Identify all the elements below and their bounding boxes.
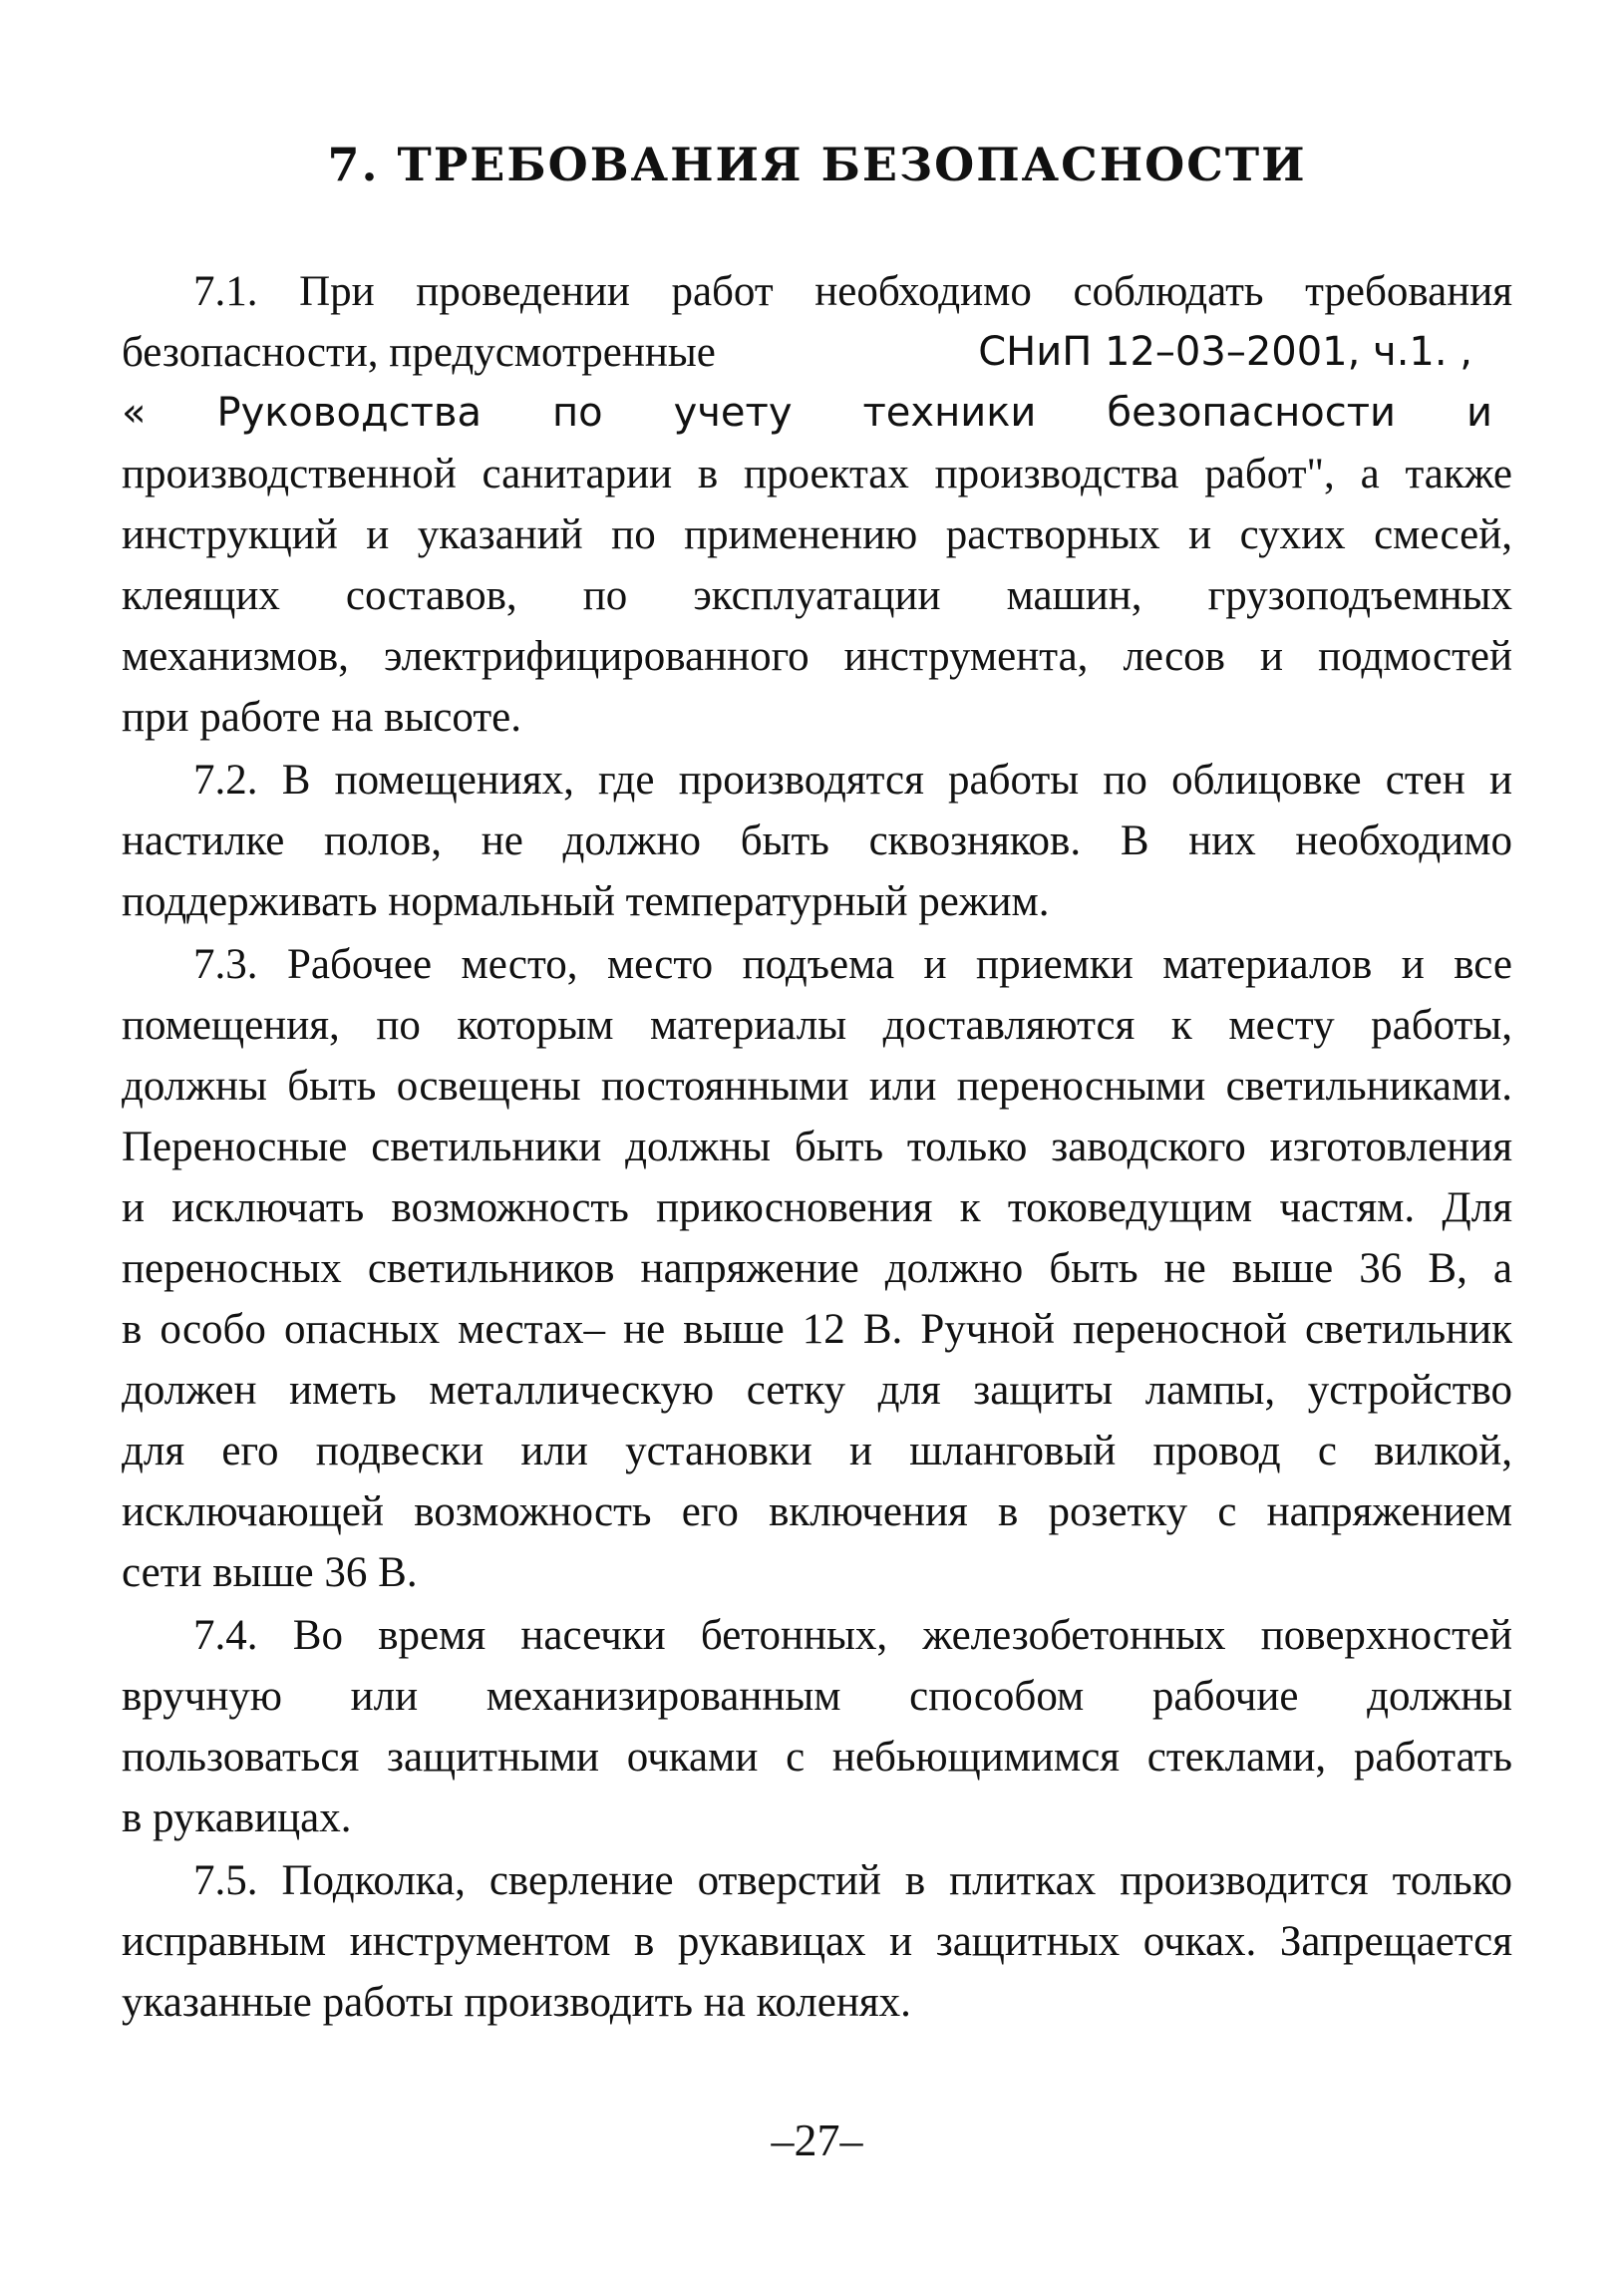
text-line: в особо опасных местах– не выше 12 В. Ручной переносной светильник — [122, 1306, 1512, 1353]
text-line: 7.1. При проведении работ необходимо соблюдать требования — [193, 268, 1512, 315]
text-line: исключающей возможность его включения в розетку с напряжением — [122, 1488, 1512, 1535]
text-line: Переносные светильники должны быть только заводского изготовления — [122, 1124, 1512, 1170]
text-line: и исключать возможность прикосновения к токоведущим частям. Для — [122, 1184, 1512, 1231]
text-line: должны быть освещены постоянными или переносными светильниками. — [122, 1063, 1512, 1110]
text-line: помещения, по которым материалы доставляются к месту работы, — [122, 1002, 1512, 1049]
text-line: сети выше 36 В. — [122, 1549, 418, 1596]
text-line: исправным инструментом в рукавицах и защитных очках. Запрещается — [122, 1918, 1512, 1965]
text-line: переносных светильников напряжение должно быть не выше 36 В, а — [122, 1245, 1512, 1292]
text-line — [122, 322, 1512, 383]
text-line: вручную или механизированным способом рабочие должны — [122, 1673, 1512, 1720]
paragraph-7-4 — [122, 1605, 1512, 1848]
text-fragment: безопасности, предусмотренные — [122, 329, 716, 376]
text-line: механизмов, электрифицированного инструмента, лесов и подмостей — [122, 633, 1512, 680]
text-line: инструкций и указаний по применению растворных и сухих смесей, — [122, 511, 1512, 558]
text-line: « Руководства по учету техники безопасности и — [122, 390, 1492, 436]
text-line: при работе на высоте. — [122, 694, 521, 741]
text-line: клеящих составов, по эксплуатации машин, грузоподъемных — [122, 572, 1512, 619]
text-line: 7.4. Во время насечки бетонных, железобетонных поверхностей — [193, 1612, 1512, 1659]
paragraph-7-3 — [122, 934, 1512, 1603]
text-line: 7.5. Подколка, сверление отверстий в плитках производится только — [193, 1857, 1512, 1904]
paragraph-7-1 — [122, 261, 1512, 748]
text-line: поддерживать нормальный температурный режим. — [122, 878, 1050, 925]
standard-reference: СНиП 12–03–2001, ч.1. , — [978, 329, 1472, 375]
paragraph-7-2 — [122, 750, 1512, 932]
text-line: производственной санитарии в проектах производства работ", а также — [122, 451, 1512, 497]
paragraph-7-5 — [122, 1850, 1512, 2033]
page-number: –27– — [771, 2115, 863, 2165]
text-line: в рукавицах. — [122, 1794, 352, 1841]
text-line: 7.2. В помещениях, где производятся работы по облицовке стен и — [193, 757, 1512, 804]
text-line: для его подвески или установки и шланговый провод с вилкой, — [122, 1428, 1512, 1474]
section-body — [122, 261, 1512, 2035]
text-line: настилке полов, не должно быть сквозняков. В них необходимо — [122, 817, 1512, 864]
text-line: указанные работы производить на коленях. — [122, 1979, 911, 2026]
section-title: 7. ТРЕБОВАНИЯ БЕЗОПАСНОСТИ — [327, 138, 1307, 191]
text-line: пользоваться защитными очками с небьющимимся стеклами, работать — [122, 1734, 1512, 1781]
text-line: должен иметь металлическую сетку для защиты лампы, устройство — [122, 1367, 1512, 1414]
text-line: 7.3. Рабочее место, место подъема и приемки материалов и все — [193, 941, 1512, 988]
document-page — [122, 0, 1512, 2280]
